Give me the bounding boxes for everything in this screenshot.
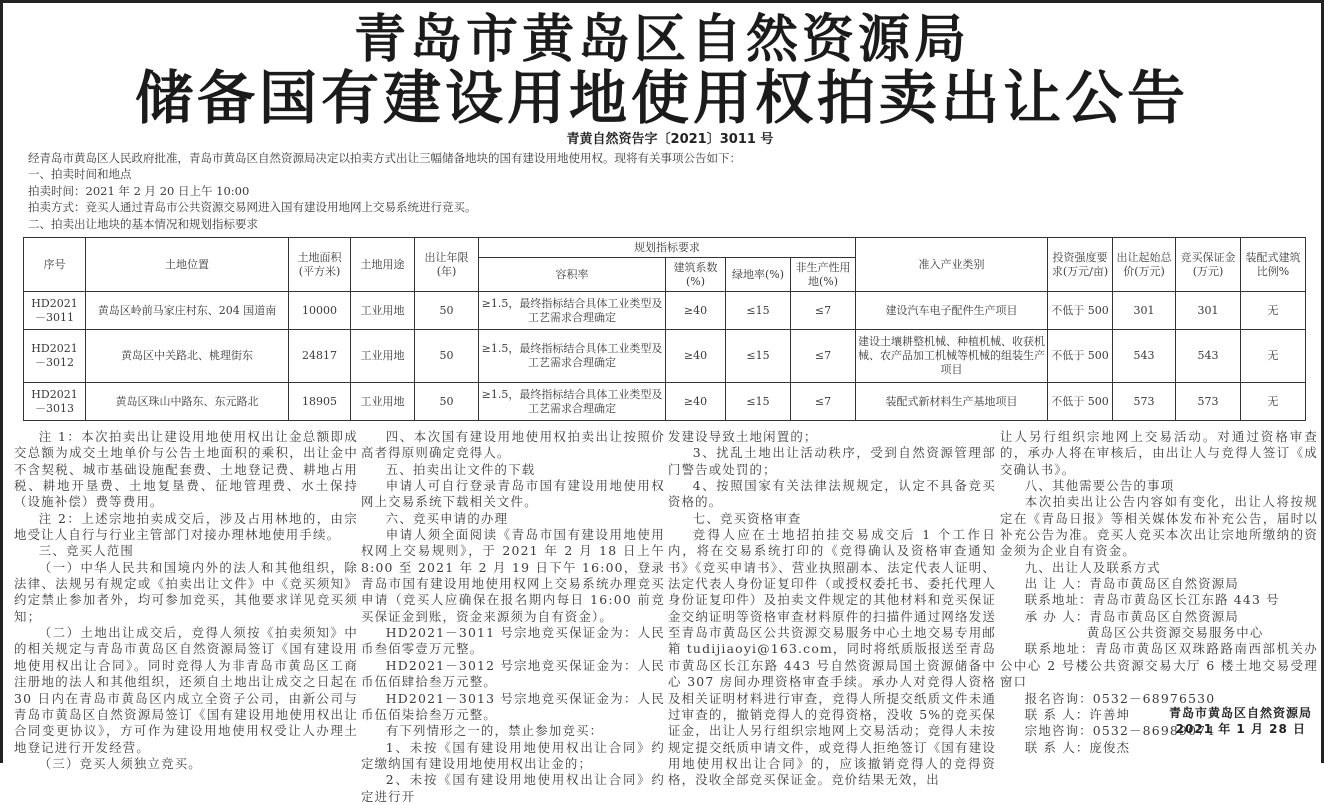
document-number: 青黄自然资告字〔2021〕3011 号 <box>566 132 774 147</box>
text-column-3 <box>668 429 996 789</box>
header-industry: 准入产业类别 <box>856 238 1048 292</box>
header-green: 绿地率(%) <box>726 258 791 292</box>
cell-nonprod: ≤7 <box>791 330 856 383</box>
cell-industry: 建设汽车电子配件生产项目 <box>856 292 1048 330</box>
cell-location: 黄岛区珠山中路东、东元路北 <box>86 383 289 421</box>
cell-price: 573 <box>1113 383 1176 421</box>
cell-term: 50 <box>415 383 479 421</box>
contact-contact2: 联 系 人：庞俊杰 <box>1024 739 1131 755</box>
intro-paragraph: 经青岛市黄岛区人民政府批准，青岛市黄岛区自然资源局决定以拍卖方式出让三幅储备地块的国有建设用地使用权。现将有关事项公告如下： <box>28 151 741 165</box>
header-area: 土地面积(平方米) <box>289 238 351 292</box>
cell-deposit: 543 <box>1176 330 1241 383</box>
section-heading: 一、拍卖时间和地点 <box>28 167 132 182</box>
table-row <box>24 330 1306 383</box>
contact-organizer: 承 办 人：青岛市黄岛区自然资源局 <box>1024 608 1239 624</box>
cell-area: 18905 <box>289 383 351 421</box>
title-line-1: 青岛市黄岛区自然资源局 <box>353 10 970 70</box>
cell-price: 543 <box>1113 330 1176 383</box>
cell-invest: 不低于 500 <box>1048 383 1113 421</box>
header-no: 序号 <box>24 238 86 292</box>
cell-location: 黄岛区中关路北、桃理街东 <box>86 330 289 383</box>
paragraph: HD2021－3012 号宗地竞买保证金为：人民币伍佰肆拾叁万元整。 <box>361 657 665 690</box>
paragraph: 四、本次国有建设用地使用权拍卖出让按照价高者得原则确定竞得人。 <box>361 429 665 461</box>
cell-no: HD2021－3011 <box>24 292 86 330</box>
paragraph: 发建设导致土地闲置的； <box>668 429 818 444</box>
cell-far: ≥1.5，最终指标结合具体工业类型及工艺需求合理确定 <box>479 383 666 421</box>
paragraph: 注 2：上述宗地拍卖成交后，涉及占用林地的，由宗地受让人自行与行业主管部门对接办理林地使用手续。 <box>14 510 358 543</box>
paragraph: 申请人须全面阅读《青岛市国有建设用地使用权网上交易规则》，于 2021 年 2 月 18 日上午 8:00 至 2021 年 2 月 19 日下午 16:00，登录青岛市国有建设用地使用权网上交易系统办理竞买申请（竞买人应确保在报名期内每日 16:00 前竞买保证金到账，资金来源须为自有资金）。 <box>361 527 665 624</box>
contact-address2: 联系地址：青岛市黄岛区双珠路路南西部机关办公中心 2 号楼公共资源交易大厅 6 楼土地交易受理窗口 <box>1000 641 1318 690</box>
intro-section <box>28 150 828 232</box>
signature-org: 青岛市黄岛区自然资源局 <box>1168 706 1312 720</box>
header-term: 出让年限(年) <box>415 238 479 292</box>
cell-nonprod: ≤7 <box>791 292 856 330</box>
cell-use: 工业用地 <box>351 383 415 421</box>
title-line-2: 储备国有建设用地使用权拍卖出让公告 <box>134 64 1189 132</box>
paragraph: 八、其他需要公告的事项 <box>1024 478 1175 494</box>
paragraph: 七、竞买资格审查 <box>692 510 802 526</box>
paragraph: （一）中华人民共和国境内外的法人和其他组织，除法律、法规另有规定或《拍卖出让文件》中《竞买须知》约定禁止参加者外，均可参加竞买，其他要求详见竞买须知； <box>14 559 358 624</box>
signature-block <box>1169 705 1312 737</box>
table-row <box>24 383 1306 421</box>
signature-date: 2021 年 1 月 28 日 <box>1175 722 1306 736</box>
cell-prefab: 无 <box>1241 292 1306 330</box>
cell-use: 工业用地 <box>351 292 415 330</box>
header-far: 容积率 <box>479 258 666 292</box>
cell-coverage: ≥40 <box>666 330 726 383</box>
text-column-2 <box>361 429 665 805</box>
paragraph: 2、未按《国有建设用地使用权出让合同》约定进行开 <box>361 772 665 804</box>
contact-contact1: 联 系 人：许善坤 <box>1024 706 1131 722</box>
paragraph: 五、拍卖出让文件的下载 <box>385 461 536 477</box>
paragraph: 三、竞买人范围 <box>38 543 134 559</box>
text-column-1 <box>14 429 358 772</box>
header-deposit: 竞买保证金(万元) <box>1176 238 1241 292</box>
cell-deposit: 301 <box>1176 292 1241 330</box>
header-prefab: 装配式建筑比例% <box>1241 238 1306 292</box>
cell-term: 50 <box>415 330 479 383</box>
auction-time: 拍卖时间：2021 年 2 月 20 日上午 10:00 <box>28 183 250 198</box>
paragraph: 申请人可自行登录青岛市国有建设用地使用权网上交易系统下载相关文件。 <box>361 478 665 510</box>
cell-no: HD2021－3012 <box>24 330 86 383</box>
cell-industry: 建设土壤耕整机械、种植机械、收获机械、农产品加工机械等机械的组装生产项目 <box>856 330 1048 383</box>
cell-industry: 装配式新材料生产基地项目 <box>856 383 1048 421</box>
cell-coverage: ≥40 <box>666 292 726 330</box>
cell-prefab: 无 <box>1241 330 1306 383</box>
paragraph: 让人另行组织宗地网上交易活动。对通过资格审查的，承办人将在审核后，由出让人与竞得人签订《成交确认书》。 <box>1000 429 1318 477</box>
contact-parcel-phone: 宗地咨询：0532－86989074 <box>1024 723 1216 739</box>
cell-green: ≤15 <box>726 292 791 330</box>
contact-signup-phone: 报名咨询：0532－68976530 <box>1024 690 1216 706</box>
cell-location: 黄岛区岭前马家庄村东、204 国道南 <box>86 292 289 330</box>
cell-invest: 不低于 500 <box>1048 330 1113 383</box>
cell-invest: 不低于 500 <box>1048 292 1113 330</box>
cell-no: HD2021－3013 <box>24 383 86 421</box>
land-parcel-table <box>23 237 1306 421</box>
paragraph: （三）竞买人须独立竞买。 <box>38 755 202 771</box>
paragraph: 1、未按《国有建设用地使用权出让合同》约定缴纳国有建设用地使用权出让金的； <box>361 739 665 771</box>
cell-coverage: ≥40 <box>666 383 726 421</box>
paragraph: 竞得人应在土地招拍挂交易成交后 1 个工作日内，将在交易系统打印的《竞得确认及资格审查通知书》《竞买申请书》、营业执照副本、法定代表人证明、法定代表人身份证复印件（或授权委托书、委托代理人身份证复印件）及拍卖文件规定的其他材料和竞买保证金交纳证明等资格审查材料原件的扫描件通过网络发送至青岛市黄岛区公共资源交易服务中心土地交易专用邮箱 tudijiaoyi@163.com，同时将纸质版报送至青岛市黄岛区长江东路 443 号自然资源局国土资源储备中心 307 房间办理资格审查手续。承办人对竞得人资格及相关证明材料进行审查，竞得人所提交纸质文件未通过审查的，撤销竞得人的竞得资格，没收 5%的竞买保证金，出让人另行组织宗地网上交易活动；竞得人未按规定提交纸质申请文件，或竞得人拒绝签订《国有建设用地使用权出让合同》的，应该撤销竞得人的竞得资格，没收全部竞买保证金。竞价结果无效，出 <box>668 527 997 788</box>
paragraph: 有下列情形之一的，禁止参加竞买： <box>385 723 604 739</box>
contact-transferor: 出 让 人：青岛市黄岛区自然资源局 <box>1024 576 1239 592</box>
paragraph: 本次拍卖出让公告内容如有变化，出让人将按规定在《青岛日报》等相关媒体发布补充公告，届时以补充公告为准。竞买人竞买本次出让宗地所缴纳的资金须为企业自有资金。 <box>1000 494 1318 559</box>
header-planning-group: 规划指标要求 <box>479 238 856 258</box>
header-coverage: 建筑系数(%) <box>666 258 726 292</box>
cell-term: 50 <box>415 292 479 330</box>
cell-far: ≥1.5，最终指标结合具体工业类型及工艺需求合理确定 <box>479 330 666 383</box>
paragraph: 注 1：本次拍卖出让建设用地使用权出让金总额即成交总额为成交土地单价与公告土地面积的乘积，出让金中不含契税、城市基础设施配套费、土地登记费、耕地占用税、耕地开垦费、土地复垦费、征地管理费、水土保持（设施补偿）费等费用。 <box>14 429 358 510</box>
header-nonprod: 非生产性用地(%) <box>791 258 856 292</box>
cell-area: 24817 <box>289 330 351 383</box>
paragraph: 4、按照国家有关法律法规规定，认定不具备竞买资格的。 <box>668 478 996 510</box>
cell-green: ≤15 <box>726 330 791 383</box>
header-invest: 投资强度要求(万元/亩) <box>1048 238 1113 292</box>
paragraph: 六、竞买申请的办理 <box>385 510 509 526</box>
header-use: 土地用途 <box>351 238 415 292</box>
cell-prefab: 无 <box>1241 383 1306 421</box>
cell-area: 10000 <box>289 292 351 330</box>
contact-address1: 联系地址：青岛市黄岛区长江东路 443 号 <box>1024 592 1280 608</box>
section-heading: 二、拍卖出让地块的基本情况和规划指标要求 <box>28 216 258 231</box>
cell-nonprod: ≤7 <box>791 383 856 421</box>
paragraph: 九、出让人及联系方式 <box>1024 559 1161 575</box>
auction-method: 拍卖方式：竞买人通过青岛市公共资源交易网进入国有建设用地网上交易系统进行竞买。 <box>28 200 477 215</box>
header-price: 出让起始总价(万元) <box>1113 238 1176 292</box>
table-row <box>24 292 1306 330</box>
header-location: 土地位置 <box>86 238 289 292</box>
paragraph: （二）土地出让成交后，竞得人须按《拍卖须知》中的相关规定与青岛市黄岛区自然资源局签订《国有建设用地使用权出让合同》。同时竞得人为非青岛市黄岛区工商注册地的法人和其他组织，还须自土地出让成交之日起在 30 日内在青岛市黄岛区内成立全资子公司，由新公司与青岛市黄岛区自然资源局签订《国有建设用地使用权出让合同变更协议》，方可作为建设用地使用权受让人办理土地登记进行开发经营。 <box>14 625 358 755</box>
cell-price: 301 <box>1113 292 1176 330</box>
paragraph: HD2021－3011 号宗地竞买保证金为：人民币叁佰零壹万元整。 <box>361 625 665 657</box>
cell-deposit: 573 <box>1176 383 1241 421</box>
contact-organizer2: 黄岛区公共资源交易服务中心 <box>1086 625 1264 641</box>
cell-far: ≥1.5，最终指标结合具体工业类型及工艺需求合理确定 <box>479 292 666 330</box>
cell-green: ≤15 <box>726 383 791 421</box>
paragraph: HD2021－3013 号宗地竞买保证金为：人民币伍佰柒拾叁万元整。 <box>361 690 665 722</box>
cell-use: 工业用地 <box>351 330 415 383</box>
paragraph: 3、扰乱土地出让活动秩序，受到自然资源管理部门警告或处罚的； <box>668 445 996 477</box>
